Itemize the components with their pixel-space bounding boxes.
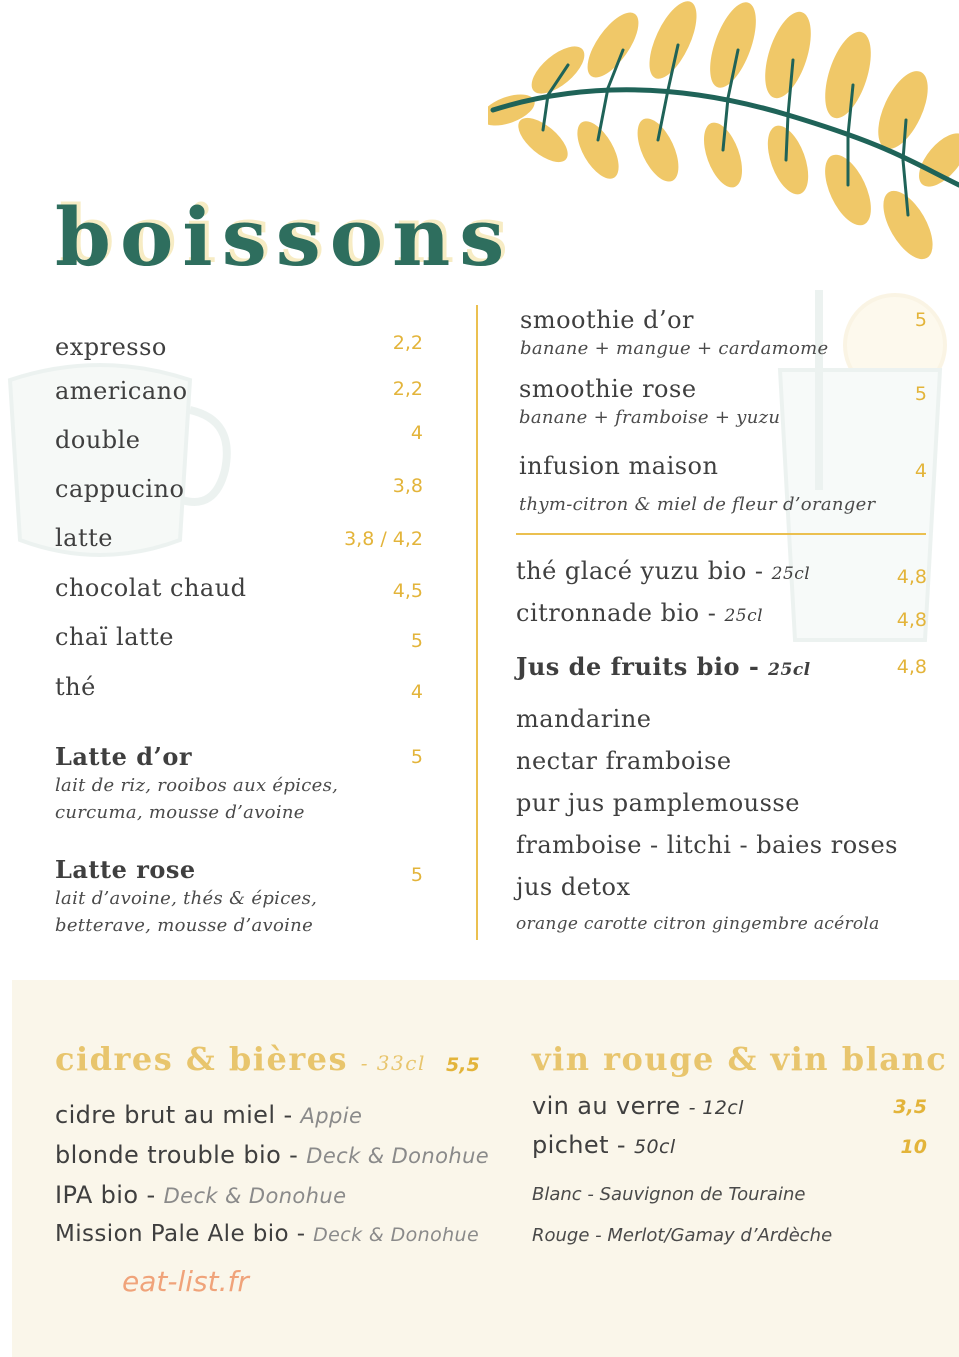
menu-item-name: [516, 599, 763, 627]
menu-item-price: 5: [914, 383, 927, 405]
menu-item-description: banane + framboise + yuzu: [519, 407, 781, 428]
menu-item-price: 3,5: [893, 1096, 927, 1118]
wine-item: [532, 1092, 744, 1120]
beer-brand: Deck & Donohue: [313, 1224, 480, 1246]
beer-brand: Deck & Donohue: [163, 1184, 347, 1208]
menu-item-price: 10: [900, 1136, 927, 1158]
menu-item-name: latte: [55, 524, 113, 552]
menu-item-name: thé: [55, 673, 96, 701]
menu-item-name: chocolat chaud: [55, 574, 247, 602]
menu-item-name: americano: [55, 377, 188, 405]
page-title: boissons: [55, 190, 514, 284]
beer-brand: Appie: [300, 1104, 363, 1128]
wine-name: pichet -: [532, 1131, 635, 1159]
section-title-vins: vin rouge & vin blanc: [532, 1040, 948, 1078]
beer-name: blonde trouble bio -: [55, 1141, 307, 1169]
menu-item-price: 4: [914, 460, 927, 482]
wine-size: 50cl: [634, 1136, 676, 1158]
menu-item-price: 4,8: [896, 566, 927, 588]
menu-item-description: curcuma, mousse d’avoine: [55, 802, 305, 823]
menu-item-label: thé glacé yuzu bio -: [516, 557, 772, 585]
menu-item-size: 25cl: [724, 606, 764, 626]
menu-item-name: double: [55, 426, 141, 454]
beer-name: IPA bio -: [55, 1181, 164, 1209]
section-title-label: cidres & bières: [55, 1040, 349, 1078]
section-divider: [516, 533, 926, 535]
wine-description: Blanc - Sauvignon de Touraine: [532, 1184, 806, 1205]
column-divider: [476, 305, 478, 940]
menu-item-name: chaï latte: [55, 623, 174, 651]
menu-item-name: Latte d’or: [55, 742, 193, 771]
wine-name: vin au verre: [532, 1092, 689, 1120]
menu-item-price: 4: [410, 422, 423, 444]
menu-item-price: 4,8: [896, 609, 927, 631]
wine-item: [532, 1131, 676, 1159]
menu-item-price: 3,8 / 4,2: [344, 528, 423, 550]
juice-item: mandarine: [516, 705, 652, 733]
menu-item-price: 5: [914, 309, 927, 331]
juice-item: nectar framboise: [516, 747, 732, 775]
menu-item-size: 25cl: [768, 660, 811, 680]
juice-item: pur jus pamplemousse: [516, 789, 800, 817]
menu-item-description: orange carotte citron gingembre acérola: [516, 914, 880, 934]
menu-item-price: 5: [410, 630, 423, 652]
menu-item-size: 25cl: [771, 564, 811, 584]
menu-item-price: 3,8: [392, 475, 423, 497]
beer-name: cidre brut au miel -: [55, 1101, 301, 1129]
wine-description: Rouge - Merlot/Gamay d’Ardèche: [532, 1225, 833, 1246]
menu-item-name: smoothie d’or: [520, 306, 694, 334]
menu-item-description: lait de riz, rooibos aux épices,: [55, 775, 339, 796]
beer-item: [55, 1141, 489, 1169]
menu-item-description: banane + mangue + cardamome: [520, 338, 829, 359]
beer-item: [55, 1181, 346, 1209]
menu-item-name: cappucino: [55, 475, 185, 503]
section-title-size: - 33cl: [360, 1051, 426, 1075]
menu-item-description: lait d’avoine, thés & épices,: [55, 888, 318, 909]
juice-item: jus detox: [516, 873, 631, 901]
menu-item-label: citronnade bio -: [516, 599, 725, 627]
beer-item: [55, 1101, 362, 1129]
menu-item-price: 5: [410, 864, 423, 886]
menu-item-price: 2,2: [392, 332, 423, 354]
menu-item-price: 5: [410, 746, 423, 768]
menu-item-price: 4,8: [896, 656, 927, 678]
menu-item-description: betterave, mousse d’avoine: [55, 915, 314, 936]
menu-item-name: [516, 557, 810, 585]
menu-item-label: Jus de fruits bio -: [516, 652, 769, 681]
juice-item: framboise - litchi - baies roses: [516, 831, 898, 859]
leaf-branch-illustration: [488, 0, 959, 275]
menu-item-price: 4: [410, 681, 423, 703]
wine-size: - 12cl: [688, 1097, 744, 1119]
menu-item-name: infusion maison: [519, 452, 719, 480]
website-link[interactable]: eat-list.fr: [122, 1265, 249, 1298]
menu-item-price: 4,5: [392, 580, 423, 602]
section-title-cidres: [55, 1040, 426, 1078]
menu-item-name: smoothie rose: [519, 375, 697, 403]
menu-item-description: thym-citron & miel de fleur d’oranger: [519, 494, 876, 515]
beer-item: [55, 1221, 479, 1247]
menu-item-price: 5,5: [446, 1054, 480, 1076]
beer-name: Mission Pale Ale bio -: [55, 1221, 314, 1247]
menu-item-name: expresso: [55, 333, 167, 361]
menu-item-name: Latte rose: [55, 855, 196, 884]
beer-brand: Deck & Donohue: [306, 1144, 490, 1168]
menu-item-name: [516, 652, 811, 681]
menu-item-price: 2,2: [392, 378, 423, 400]
